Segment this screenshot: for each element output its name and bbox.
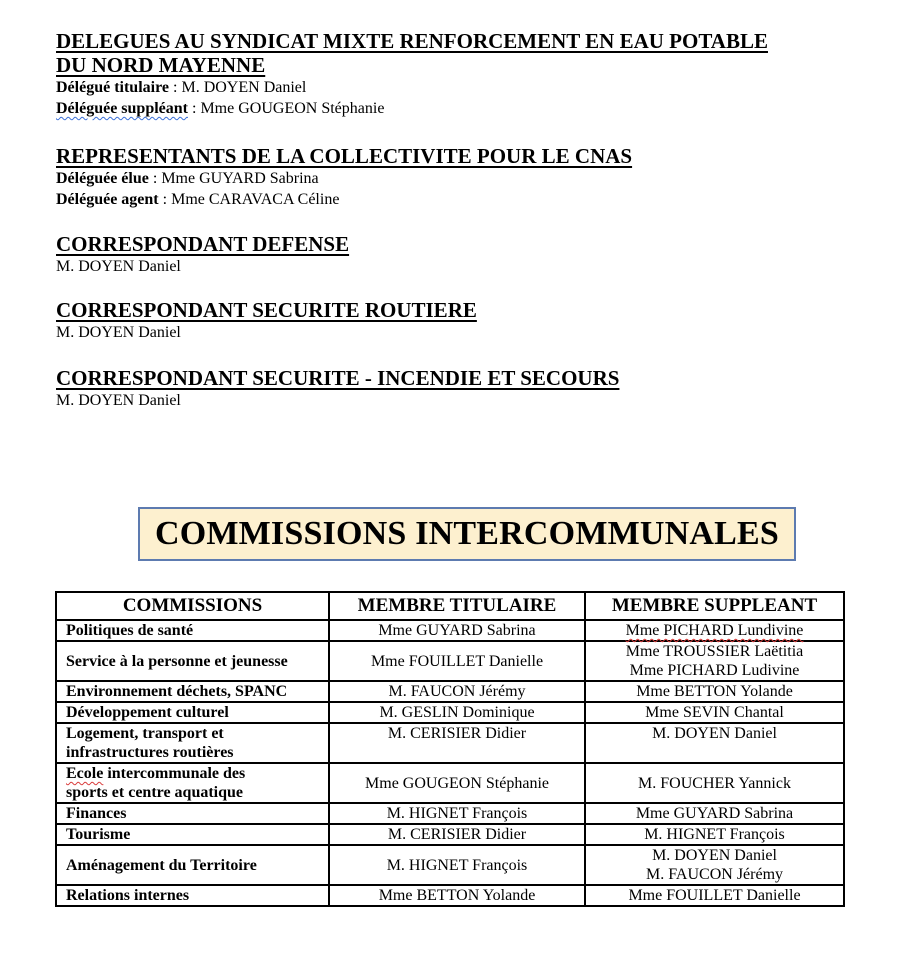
titulaire-cell: M. HIGNET François [329, 803, 585, 824]
header-membre-titulaire: MEMBRE TITULAIRE [329, 592, 585, 620]
commission-line: Logement, transport et [66, 725, 224, 742]
table-header-row [56, 592, 844, 620]
commission-cell: Finances [56, 803, 329, 824]
commission-line: infrastructures routières [66, 744, 234, 761]
commissions-banner [138, 507, 796, 561]
section-syndicat-eau [56, 29, 768, 119]
suppleant-cell: M. FOUCHER Yannick [585, 763, 844, 803]
table-row [56, 763, 844, 803]
separator: : [188, 100, 201, 117]
separator: : [169, 79, 182, 96]
table-row [56, 641, 844, 681]
delegate-name: Mme GOUGEON Stéphanie [200, 100, 385, 117]
suppleant-name: Mme TROUSSIER Laëtitia [625, 643, 804, 660]
commission-cell: Aménagement du Territoire [56, 845, 329, 885]
delegate-line [56, 189, 632, 210]
correspondent-name: M. DOYEN Daniel [56, 324, 181, 341]
titulaire-cell: M. FAUCON Jérémy [329, 681, 585, 702]
commission-cell [56, 763, 329, 803]
table-row [56, 620, 844, 641]
delegate-label: Déléguée agent [56, 191, 159, 208]
titulaire-cell: Mme FOUILLET Danielle [329, 641, 585, 681]
section-title: CORRESPONDANT SECURITE - INCENDIE ET SECOURS [56, 366, 620, 390]
commission-line [66, 764, 324, 783]
titulaire-cell: Mme GUYARD Sabrina [329, 620, 585, 641]
table-row [56, 824, 844, 845]
suppleant-cell: Mme BETTON Yolande [585, 681, 844, 702]
suppleant-name: M. FAUCON Jérémy [645, 866, 784, 883]
section-incendie-secours [56, 366, 619, 411]
commission-cell: Relations internes [56, 885, 329, 906]
delegate-line [56, 98, 768, 119]
table-row [56, 723, 844, 763]
suppleant-cell: M. HIGNET François [585, 824, 844, 845]
section-defense [56, 232, 349, 277]
delegate-name: M. DOYEN Daniel [181, 79, 307, 96]
suppleant-name: Mme PICHARD Ludivine [629, 662, 800, 679]
titulaire-cell: M. HIGNET François [329, 845, 585, 885]
banner-title: COMMISSIONS INTERCOMMUNALES [154, 515, 780, 552]
titulaire-cell: M. CERISIER Didier [329, 824, 585, 845]
commission-cell: Environnement déchets, SPANC [56, 681, 329, 702]
section-title: CORRESPONDANT SECURITE ROUTIERE [56, 298, 477, 322]
section-title: REPRESENTANTS DE LA COLLECTIVITE POUR LE CNAS [56, 144, 633, 168]
titulaire-cell: M. GESLIN Dominique [329, 702, 585, 723]
commissions-table [55, 591, 845, 907]
titulaire-cell: Mme GOUGEON Stéphanie [329, 763, 585, 803]
suppleant-cell: Mme GUYARD Sabrina [585, 803, 844, 824]
delegate-name: Mme GUYARD Sabrina [161, 170, 319, 187]
delegate-label: Déléguée élue [56, 170, 149, 187]
delegate-label: Déléguée suppléant [56, 100, 188, 117]
delegate-line [56, 77, 768, 98]
commission-word: Ecole [66, 765, 104, 782]
suppleant-cell: Mme FOUILLET Danielle [585, 885, 844, 906]
suppleant-name: M. DOYEN Daniel [652, 847, 777, 864]
correspondent-name: M. DOYEN Daniel [56, 392, 181, 409]
commission-cell [56, 723, 329, 763]
delegate-line [56, 168, 632, 189]
titulaire-cell: Mme BETTON Yolande [329, 885, 585, 906]
titulaire-cell: M. CERISIER Didier [329, 723, 585, 763]
header-commissions: COMMISSIONS [56, 592, 329, 620]
delegate-label: Délégué titulaire [56, 79, 170, 96]
commission-cell: Service à la personne et jeunesse [56, 641, 329, 681]
separator: : [148, 170, 162, 187]
header-membre-suppleant: MEMBRE SUPPLEANT [585, 592, 844, 620]
table-row [56, 845, 844, 885]
section-title-continued: DU NORD MAYENNE [56, 53, 266, 77]
correspondent-name: M. DOYEN Daniel [56, 258, 181, 275]
delegate-name: Mme CARAVACA Céline [171, 191, 340, 208]
commission-cell: Tourisme [56, 824, 329, 845]
section-cnas [56, 144, 632, 210]
suppleant-name: Mme PICHARD Lundivine [625, 622, 804, 639]
suppleant-cell [585, 620, 844, 641]
table-row [56, 803, 844, 824]
table-row [56, 681, 844, 702]
section-title: DELEGUES AU SYNDICAT MIXTE RENFORCEMENT EN EAU POTABLE [56, 29, 768, 53]
commission-cell: Politiques de santé [56, 620, 329, 641]
section-securite-routiere [56, 298, 477, 343]
table-row [56, 885, 844, 906]
separator: : [158, 191, 172, 208]
suppleant-cell [585, 641, 844, 681]
suppleant-cell: Mme SEVIN Chantal [585, 702, 844, 723]
suppleant-cell: M. DOYEN Daniel [585, 723, 844, 763]
suppleant-cell [585, 845, 844, 885]
commission-line-rest: intercommunale des [103, 765, 246, 782]
section-title: CORRESPONDANT DEFENSE [56, 232, 350, 256]
commission-line: sports et centre aquatique [66, 784, 244, 801]
table-row [56, 702, 844, 723]
commission-cell: Développement culturel [56, 702, 329, 723]
